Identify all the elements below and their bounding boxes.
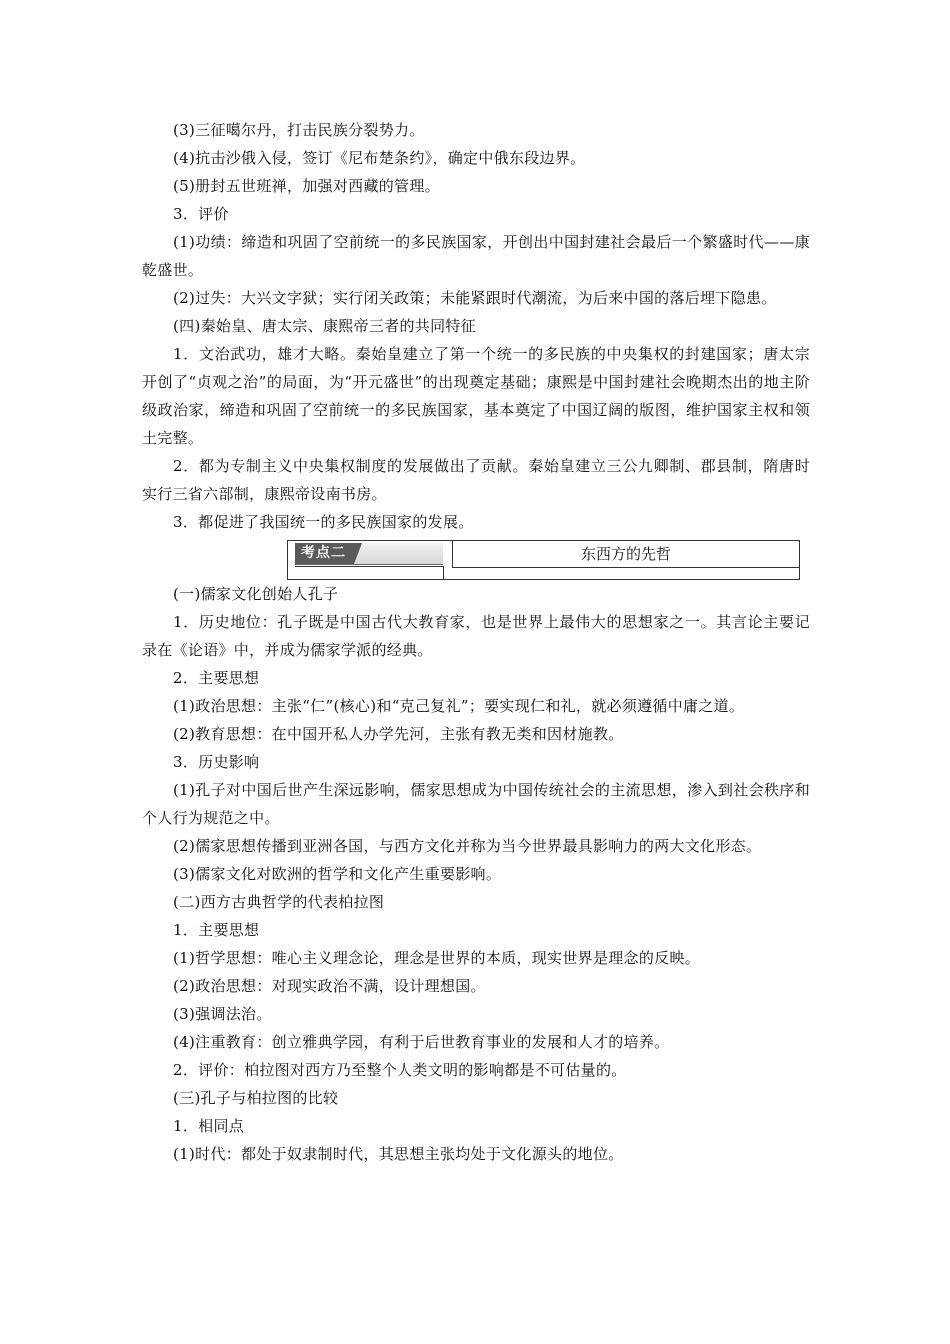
paragraph-line: 2．主要思想 (173, 669, 260, 687)
paragraph-line: (2)教育思想：在中国开私人办学先河，主张有教无类和因材施教。 (173, 725, 624, 743)
paragraph-line: 2．都为专制主义中央集权制度的发展做出了贡献。秦始皇建立三公九卿制、郡县制，隋唐时实行三省六部制，康熙帝设南书房。 (142, 457, 810, 503)
kaodian-tag: 考点二 (295, 543, 354, 564)
kaodian-header-box (287, 540, 800, 580)
paragraph-line: (2)政治思想：对现实政治不满，设计理想国。 (173, 977, 486, 995)
paragraph-line: (1)孔子对中国后世产生深远影响，儒家思想成为中国传统社会的主流思想，渗入到社会秩序和个人行为规范之中。 (142, 781, 810, 827)
paragraph-line: (2)过失：大兴文字狱；实行闭关政策；未能紧跟时代潮流，为后来中国的落后埋下隐患。 (173, 289, 777, 307)
paragraph-line: (三)孔子与柏拉图的比较 (173, 1089, 339, 1107)
kaodian-badge (295, 543, 443, 565)
paragraph-line: 2．评价：柏拉图对西方乃至整个人类文明的影响都是不可估量的。 (173, 1061, 627, 1079)
paragraph-line: (四)秦始皇、唐太宗、康熙帝三者的共同特征 (173, 317, 477, 335)
paragraph-line: (1)政治思想：主张“仁”(核心)和“克己复礼”；要实现仁和礼，就必须遵循中庸之道。 (173, 697, 745, 715)
paragraph-line: (二)西方古典哲学的代表柏拉图 (173, 893, 385, 911)
paragraph-line: 3．评价 (173, 205, 229, 223)
paragraph-line: (3)儒家文化对欧洲的哲学和文化产生重要影响。 (173, 865, 502, 883)
paragraph-line: (2)儒家思想传播到亚洲各国，与西方文化并称为当今世界最具影响力的两大文化形态。 (173, 837, 762, 855)
paragraph-line: (3)强调法治。 (173, 1005, 272, 1023)
paragraph-line: 3．历史影响 (173, 753, 260, 771)
paragraph-line: 1．文治武功，雄才大略。秦始皇建立了第一个统一的多民族的中央集权的封建国家；唐太宗开创了“贞观之治”的局面，为“开元盛世”的出现奠定基础；康熙是中国封建社会晚期杰出的地主阶级政治家，缔造和巩固了空前统一的多民族国家，基本奠定了中国辽阔的版图，维护国家主权和领土完整。 (142, 345, 810, 447)
paragraph-line: (一)儒家文化创始人孔子 (173, 585, 339, 603)
paragraph-line: (4)注重教育：创立雅典学园，有利于后世教育事业的发展和人才的培养。 (173, 1033, 670, 1051)
paragraph-line: (3)三征噶尔丹，打击民族分裂势力。 (173, 121, 425, 139)
kaodian-rule (452, 567, 800, 568)
paragraph-line: 1．历史地位：孔子既是中国古代大教育家，也是世界上最伟大的思想家之一。其言论主要记录在《论语》中，并成为儒家学派的经典。 (142, 613, 810, 659)
paragraph-line: 1．相同点 (173, 1117, 245, 1135)
paragraph-line: (1)功绩：缔造和巩固了空前统一的多民族国家，开创出中国封建社会最后一个繁盛时代——康乾盛世。 (142, 233, 810, 279)
paragraph-line: (1)哲学思想：唯心主义理念论，理念是世界的本质，现实世界是理念的反映。 (173, 949, 701, 967)
kaodian-title: 东西方的先哲 (580, 545, 671, 563)
section-eastern-western-sages (142, 580, 810, 1168)
document-body (142, 116, 810, 1168)
section-kangxi-evaluation (142, 116, 810, 536)
paragraph-line: (4)抗击沙俄入侵，签订《尼布楚条约》，确定中俄东段边界。 (173, 149, 586, 167)
paragraph-line: (5)册封五世班禅，加强对西藏的管理。 (173, 177, 440, 195)
paragraph-line: 3．都促进了我国统一的多民族国家的发展。 (173, 513, 474, 531)
kaodian-badge-frame (295, 566, 444, 579)
paragraph-line: (1)时代：都处于奴隶制时代，其思想主张均处于文化源头的地位。 (173, 1145, 624, 1163)
paragraph-line: 1．主要思想 (173, 921, 260, 939)
